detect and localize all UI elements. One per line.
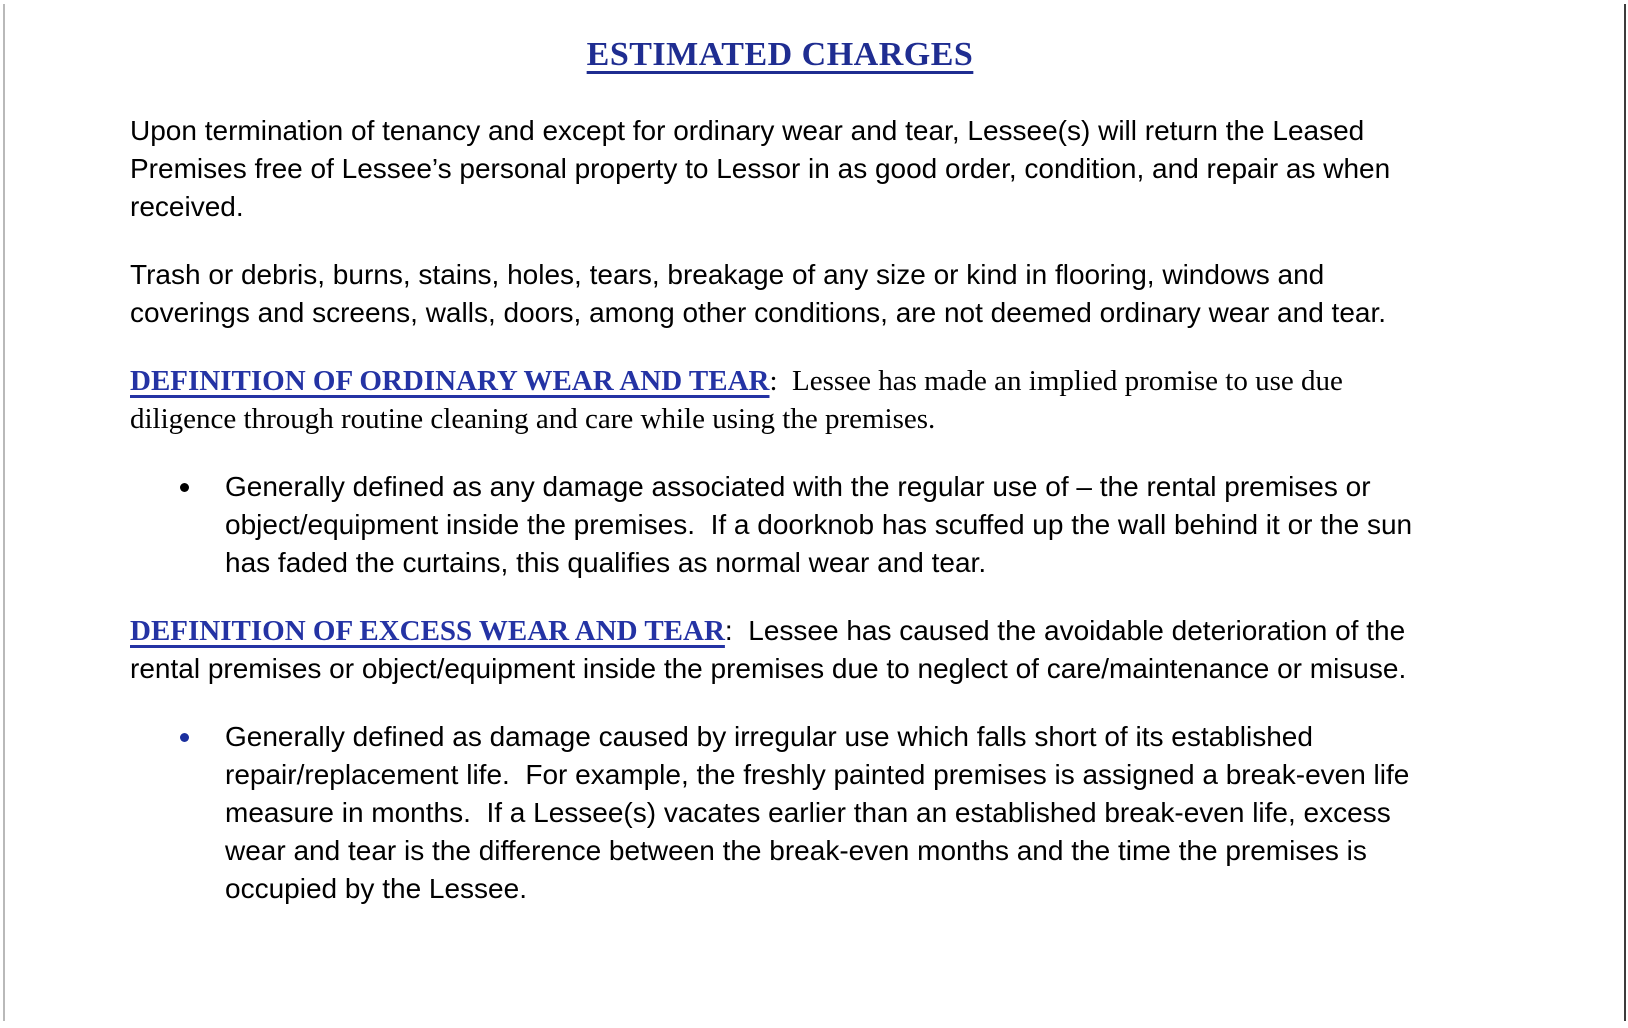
page-title — [130, 32, 1430, 78]
ordinary-wear-bullet-text: Generally defined as any damage associated with the regular use of – the rental premises or object/equipment inside the premises. If a doorknob has scuffed up the wall behind it or the sun has faded the curtains, this qualifies as normal wear and tear. — [225, 471, 1420, 578]
excess-wear-bullet-text: Generally defined as damage caused by irregular use which falls short of its established repair/replacement life. For example, the freshly painted premises is assigned a break-even life measure in months. If a Lessee(s) vacates earlier than an established break-even life, excess wear and tear is the difference between the break-even months and the time the premises is occupied by the Lessee. — [225, 721, 1418, 904]
definition-excess-wear-body: : Lessee has caused the avoidable deterioration of the rental premises or object/equipment inside the premises due to neglect of care/maintenance or misuse. — [130, 615, 1413, 684]
list-item — [130, 468, 1430, 582]
bullet-icon — [180, 483, 189, 492]
intro-paragraph-2: Trash or debris, burns, stains, holes, tears, breakage of any size or kind in flooring, windows and coverings and screens, walls, doors, among other conditions, are not deemed ordinary wear and tear. — [130, 259, 1387, 328]
definition-ordinary-wear-heading: DEFINITION OF ORDINARY WEAR AND TEAR — [130, 365, 770, 397]
list-item — [130, 718, 1430, 908]
definition-excess-wear-heading: DEFINITION OF EXCESS WEAR AND TEAR — [130, 615, 725, 647]
definition-excess-wear-paragraph — [130, 612, 1430, 688]
intro-paragraph-1: Upon termination of tenancy and except for ordinary wear and tear, Lessee(s) will return the Leased Premises free of Lessee’s personal property to Lessor in as good order, condition, and repair as when received. — [130, 115, 1398, 222]
definition-ordinary-wear-body: : Lessee has made an implied promise to use due diligence through routine cleaning and care while using the premises. — [130, 365, 1351, 435]
bullet-icon — [180, 733, 189, 742]
page-title-text: ESTIMATED CHARGES — [586, 36, 974, 73]
definition-ordinary-wear-paragraph — [130, 362, 1430, 438]
